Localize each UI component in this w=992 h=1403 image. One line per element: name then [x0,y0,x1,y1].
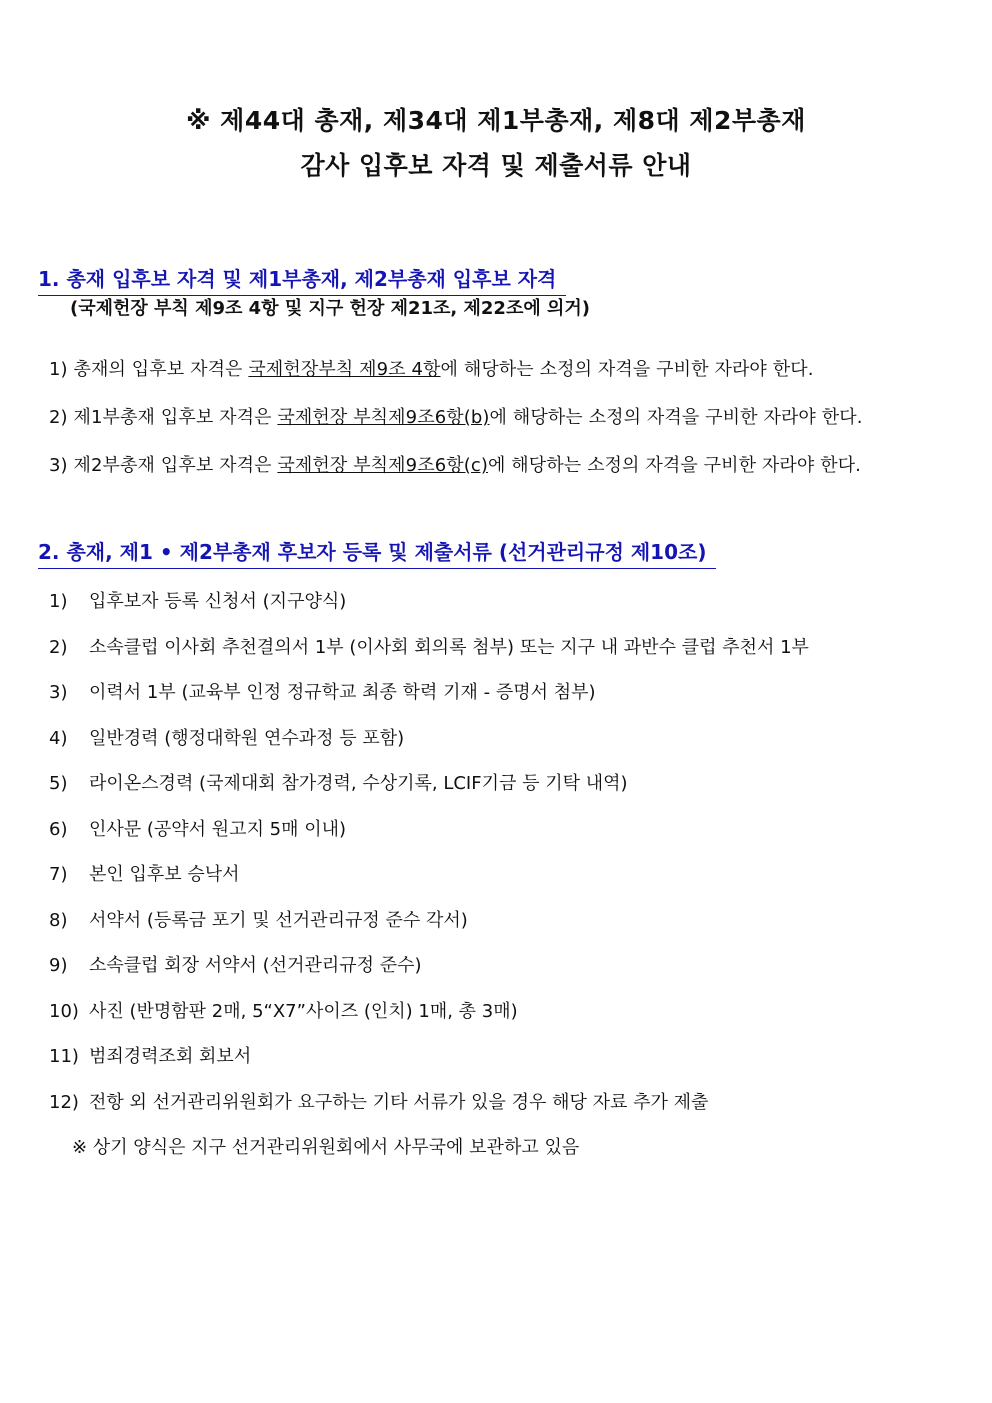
item-text: 이력서 1부 (교육부 인정 정규학교 최종 학력 기재 - 증명서 첨부) [89,682,596,703]
item-text: 입후보자 등록 신청서 (지구양식) [89,591,347,612]
section2-item [49,633,809,659]
item-number: 1) [49,591,68,612]
item-reference: 국제헌장 부칙제9조6항(b) [277,407,490,428]
item-text: 사진 (반명함판 2매, 5“X7”사이즈 (인치) 1매, 총 3매) [89,1001,518,1022]
section2-item [49,678,596,704]
section2-item [49,860,240,886]
item-text: 인사문 (공약서 원고지 5매 이내) [89,819,347,840]
item-number: 2) [49,637,68,658]
section1-subheading: (국제헌장 부칙 제9조 4항 및 지구 헌장 제21조, 제22조에 의거) [70,298,590,319]
item-reference: 국제헌장부칙 제9조 4항 [248,359,441,380]
item-number: 5) [49,773,68,794]
item-text: 총재의 입후보 자격은 [73,359,249,380]
section1-heading: 1. 총재 입후보 자격 및 제1부총재, 제2부총재 입후보 자격 [38,263,566,296]
section2-item [49,1088,708,1114]
item-number: 8) [49,910,68,931]
item-text: 본인 입후보 승낙서 [89,864,240,885]
item-number: 7) [49,864,68,885]
item-text: 서약서 (등록금 포기 및 선거관리규정 준수 각서) [89,910,468,931]
item-number: 6) [49,819,68,840]
item-text: 제2부총재 입후보 자격은 [73,455,278,476]
section2-item [49,815,346,841]
item-reference: 국제헌장 부칙제9조6항(c) [277,455,488,476]
item-number: 4) [49,728,68,749]
item-number: 12) [49,1092,79,1113]
item-text: 범죄경력조회 회보서 [89,1046,252,1067]
item-text: 에 해당하는 소정의 자격을 구비한 자라야 한다. [440,359,814,380]
section2-heading: 2. 총재, 제1 • 제2부총재 후보자 등록 및 제출서류 (선거관리규정 제10조) [38,536,716,569]
section2-item [49,906,468,932]
item-number: 9) [49,955,68,976]
item-text: 라이온스경력 (국제대회 참가경력, 수상기록, LCIF기금 등 기탁 내역) [89,773,628,794]
section2-item [49,724,404,750]
item-number: 10) [49,1001,79,1022]
item-text: 일반경력 (행정대학원 연수과정 등 포함) [89,728,405,749]
item-text: 에 해당하는 소정의 자격을 구비한 자라야 한다. [489,407,863,428]
item-number: 1) [49,359,68,380]
item-number: 3) [49,682,68,703]
section1-item [49,355,814,381]
section2-item [49,769,628,795]
item-text: 전항 외 선거관리위원회가 요구하는 기타 서류가 있을 경우 해당 자료 추가 제출 [89,1092,709,1113]
item-text: 에 해당하는 소정의 자격을 구비한 자라야 한다. [487,455,862,476]
section2-item [49,587,346,613]
item-number: 2) [49,407,68,428]
section2-item [49,951,422,977]
section1-item [49,451,861,477]
section1-item [49,403,863,429]
item-text: 제1부총재 입후보 자격은 [73,407,278,428]
item-text: 소속클럽 이사회 추천결의서 1부 (이사회 회의록 첨부) 또는 지구 내 과반수 클럽 추천서 1부 [89,637,809,658]
item-number: 3) [49,455,68,476]
item-number: 11) [49,1046,79,1067]
section2-item [49,997,518,1023]
document-title-line1: ※ 제44대 총재, 제34대 제1부총재, 제8대 제2부총재 [186,106,806,135]
footnote: ※ 상기 양식은 지구 선거관리위원회에서 사무국에 보관하고 있음 [72,1137,580,1158]
item-text: 소속클럽 회장 서약서 (선거관리규정 준수) [89,955,422,976]
section2-item [49,1042,251,1068]
document-title-line2: 감사 입후보 자격 및 제출서류 안내 [300,151,692,180]
